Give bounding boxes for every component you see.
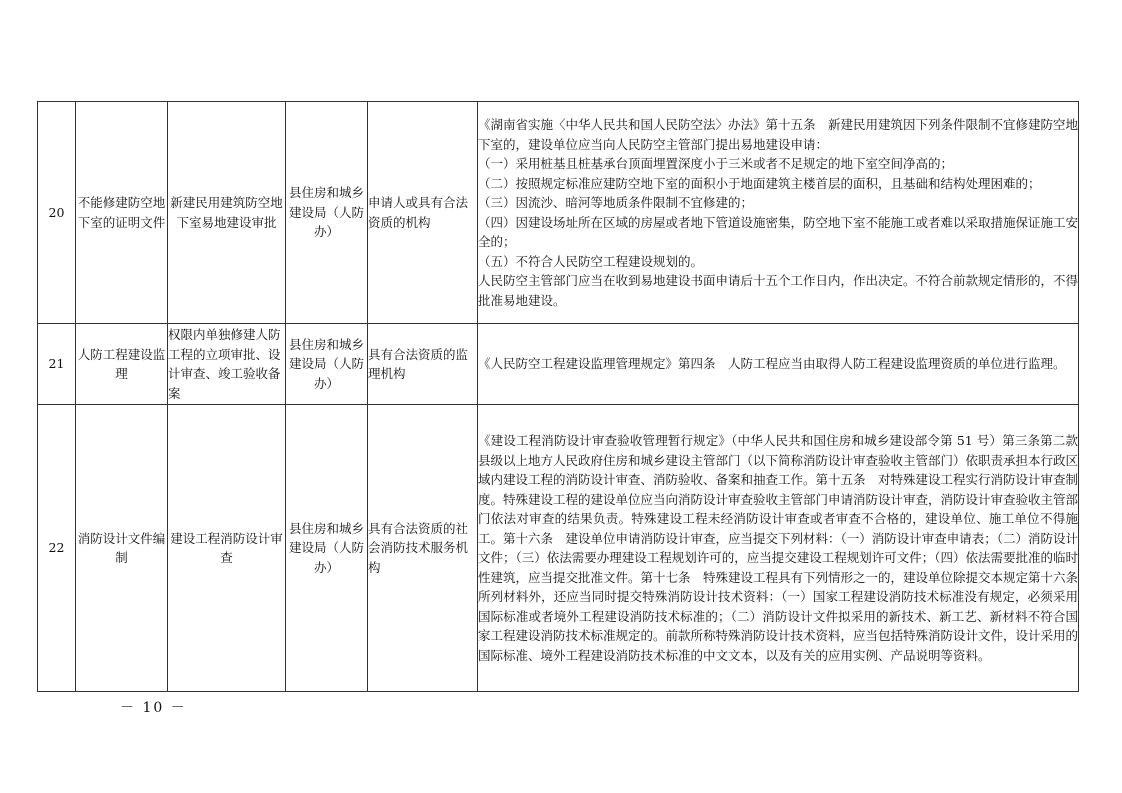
legal-basis <box>478 324 1079 405</box>
service-agency: 具有合法资质的社会消防技术服务机构 <box>368 405 478 692</box>
service-agency: 具有合法资质的监理机构 <box>368 324 478 405</box>
item-name: 人防工程建设监理 <box>76 324 168 405</box>
table-row <box>38 405 1079 692</box>
row-number: 20 <box>38 102 76 324</box>
basis-paragraph: （四）因建设场址所在区域的房屋或者地下管道设施密集，防空地下室不能施工或者难以采取措施保证施工安全的； <box>478 214 1079 249</box>
page-number: － 10 － <box>120 700 187 716</box>
table-row <box>38 102 1079 324</box>
basis-paragraph: 《湖南省实施〈中华人民共和国人民防空法〉办法》第十五条 新建民用建筑因下列条件限制不宜修建防空地下室的，建设单位应当向人民防空主管部门提出易地建设申请： <box>478 117 1079 152</box>
basis-paragraph: 《人民防空工程建设监理管理规定》第四条 人防工程应当由取得人防工程建设监理资质的单位进行监理。 <box>478 356 1066 372</box>
basis-paragraph: （二）按照规定标准应建防空地下室的面积小于地面建筑主楼首层的面积，且基础和结构处理困难的； <box>478 175 1041 191</box>
related-matter: 建设工程消防设计审查 <box>168 405 286 692</box>
basis-paragraph: 人民防空主管部门应当在收到易地建设书面申请后十五个工作日内，作出决定。不符合前款规定情形的，不得批准易地建设。 <box>478 273 1079 308</box>
basis-paragraph: （一）采用桩基且桩基承台顶面埋置深度小于三米或者不足规定的地下室空间净高的； <box>478 156 954 171</box>
related-matter: 权限内单独修建人防工程的立项审批、设计审查、竣工验收备案 <box>168 324 286 405</box>
related-matter: 新建民用建筑防空地下室易地建设审批 <box>168 102 286 324</box>
items-table <box>37 101 1079 692</box>
basis-paragraph: （三）因流沙、暗河等地质条件限制不宜修建的； <box>478 195 754 210</box>
basis-paragraph: 《建设工程消防设计审查验收管理暂行规定》（中华人民共和国住房和城乡建设部令第 51 号）第三条第二款 县级以上地方人民政府住房和城乡建设主管部门（以下简称消防设计审查验收主管部门）依职责承担本行政区域内建设工程的消防设计审查、消防验收、备案和抽查工作。第十五条 对特殊建设工程实行消防设计审查制度。特殊建设工程的建设单位应当向消防设计审查验收主管部门申请消防设计审查，消防设计审查验收主管部门依法对审查的结果负责。特殊建设工程未经消防设计审查或者审查不合格的，建设单位、施工单位不得施工。第十六条 建设单位申请消防设计审查，应当提交下列材料：（一）消防设计审查申请表；（二）消防设计文件；（三）依法需要办理建设工程规划许可的，应当提交建设工程规划许可文件；（四）依法需要批准的临时性建筑，应当提交批准文件。第十七条 特殊建设工程具有下列情形之一的，建设单位除提交本规定第十六条所列材料外，还应当同时提交特殊消防设计技术资料：（一）国家工程建设消防技术标准没有规定，必须采用国际标准或者境外工程建设消防技术标准的；（二）消防设计文件拟采用的新技术、新工艺、新材料不符合国家工程建设消防技术标准规定的。前款所称特殊消防设计技术资料，应当包括特殊消防设计文件，设计采用的国际标准、境外工程建设消防技术标准的中文文本，以及有关的应用实例、产品说明等资料。 <box>478 433 1079 663</box>
department: 县住房和城乡建设局（人防办） <box>286 405 368 692</box>
legal-basis <box>478 102 1079 324</box>
item-name: 不能修建防空地下室的证明文件 <box>76 102 168 324</box>
item-name: 消防设计文件编制 <box>76 405 168 692</box>
row-number: 21 <box>38 324 76 405</box>
row-number: 22 <box>38 405 76 692</box>
service-agency: 申请人或具有合法资质的机构 <box>368 102 478 324</box>
legal-basis <box>478 405 1079 692</box>
department: 县住房和城乡建设局（人防办） <box>286 102 368 324</box>
table-row <box>38 324 1079 405</box>
basis-paragraph: （五）不符合人民防空工程建设规划的。 <box>478 253 704 269</box>
department: 县住房和城乡建设局（人防办） <box>286 324 368 405</box>
